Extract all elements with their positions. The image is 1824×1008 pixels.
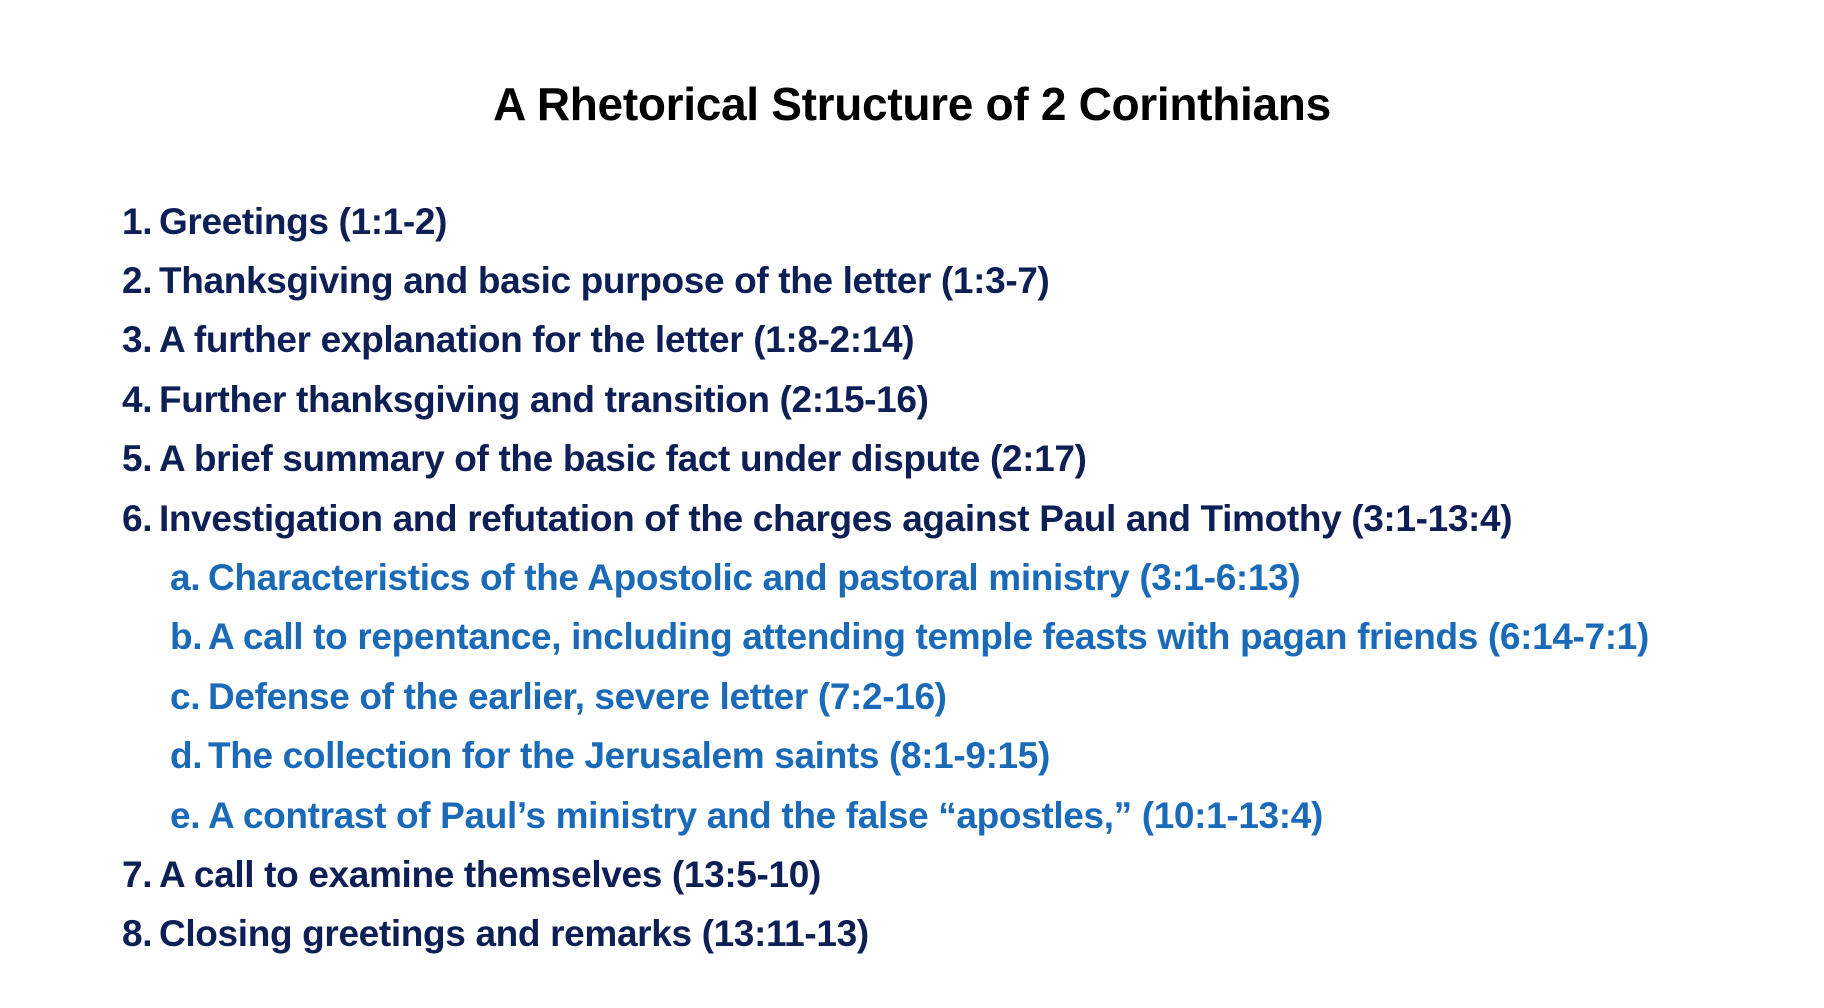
item-text: Defense of the earlier, severe letter (7:2-16): [208, 675, 947, 717]
outline-subitem-e: [122, 786, 1649, 845]
outline-subitem-d: [122, 727, 1649, 786]
item-letter: e.: [170, 794, 201, 836]
slide-title: A Rhetorical Structure of 2 Corinthians: [493, 78, 1331, 130]
item-number: 8.: [122, 913, 153, 955]
item-number: 1.: [122, 200, 153, 242]
item-text: A call to examine themselves (13:5-10): [159, 853, 821, 895]
item-letter: a.: [170, 557, 201, 599]
item-number: 7.: [122, 853, 153, 895]
outline-item-2: [122, 251, 1649, 310]
item-number: 2.: [122, 260, 153, 302]
item-text: Characteristics of the Apostolic and pastoral ministry (3:1-6:13): [208, 557, 1301, 599]
item-number: 5.: [122, 438, 153, 480]
item-text: Investigation and refutation of the charges against Paul and Timothy (3:1-13:4): [159, 497, 1513, 539]
item-letter: c.: [170, 675, 201, 717]
outline-subitem-b: [122, 608, 1649, 667]
item-text: Thanksgiving and basic purpose of the letter (1:3-7): [159, 260, 1050, 302]
outline-item-4: [122, 370, 1649, 429]
item-text: A further explanation for the letter (1:8-2:14): [159, 319, 915, 361]
item-text: The collection for the Jerusalem saints (8:1-9:15): [208, 735, 1050, 777]
item-text: A call to repentance, including attending temple feasts with pagan friends (6:14-7:1): [208, 616, 1649, 658]
item-text: Further thanksgiving and transition (2:15-16): [159, 378, 929, 420]
outline-item-3: [122, 311, 1649, 370]
item-letter: d.: [170, 735, 203, 777]
outline-item-5: [122, 430, 1649, 489]
outline-subitem-a: [122, 548, 1649, 607]
outline-item-8: [122, 905, 1649, 964]
outline-subitem-c: [122, 667, 1649, 726]
item-text: Closing greetings and remarks (13:11-13): [159, 913, 869, 955]
outline-item-7: [122, 845, 1649, 904]
item-text: A brief summary of the basic fact under dispute (2:17): [159, 438, 1087, 480]
item-number: 4.: [122, 378, 153, 420]
item-number: 6.: [122, 497, 153, 539]
item-text: A contrast of Paul’s ministry and the false “apostles,” (10:1-13:4): [208, 794, 1323, 836]
outline-item-1: [122, 192, 1649, 251]
outline-list: [122, 192, 1649, 964]
item-letter: b.: [170, 616, 203, 658]
item-number: 3.: [122, 319, 153, 361]
outline-item-6: [122, 489, 1649, 548]
item-text: Greetings (1:1-2): [159, 200, 448, 242]
